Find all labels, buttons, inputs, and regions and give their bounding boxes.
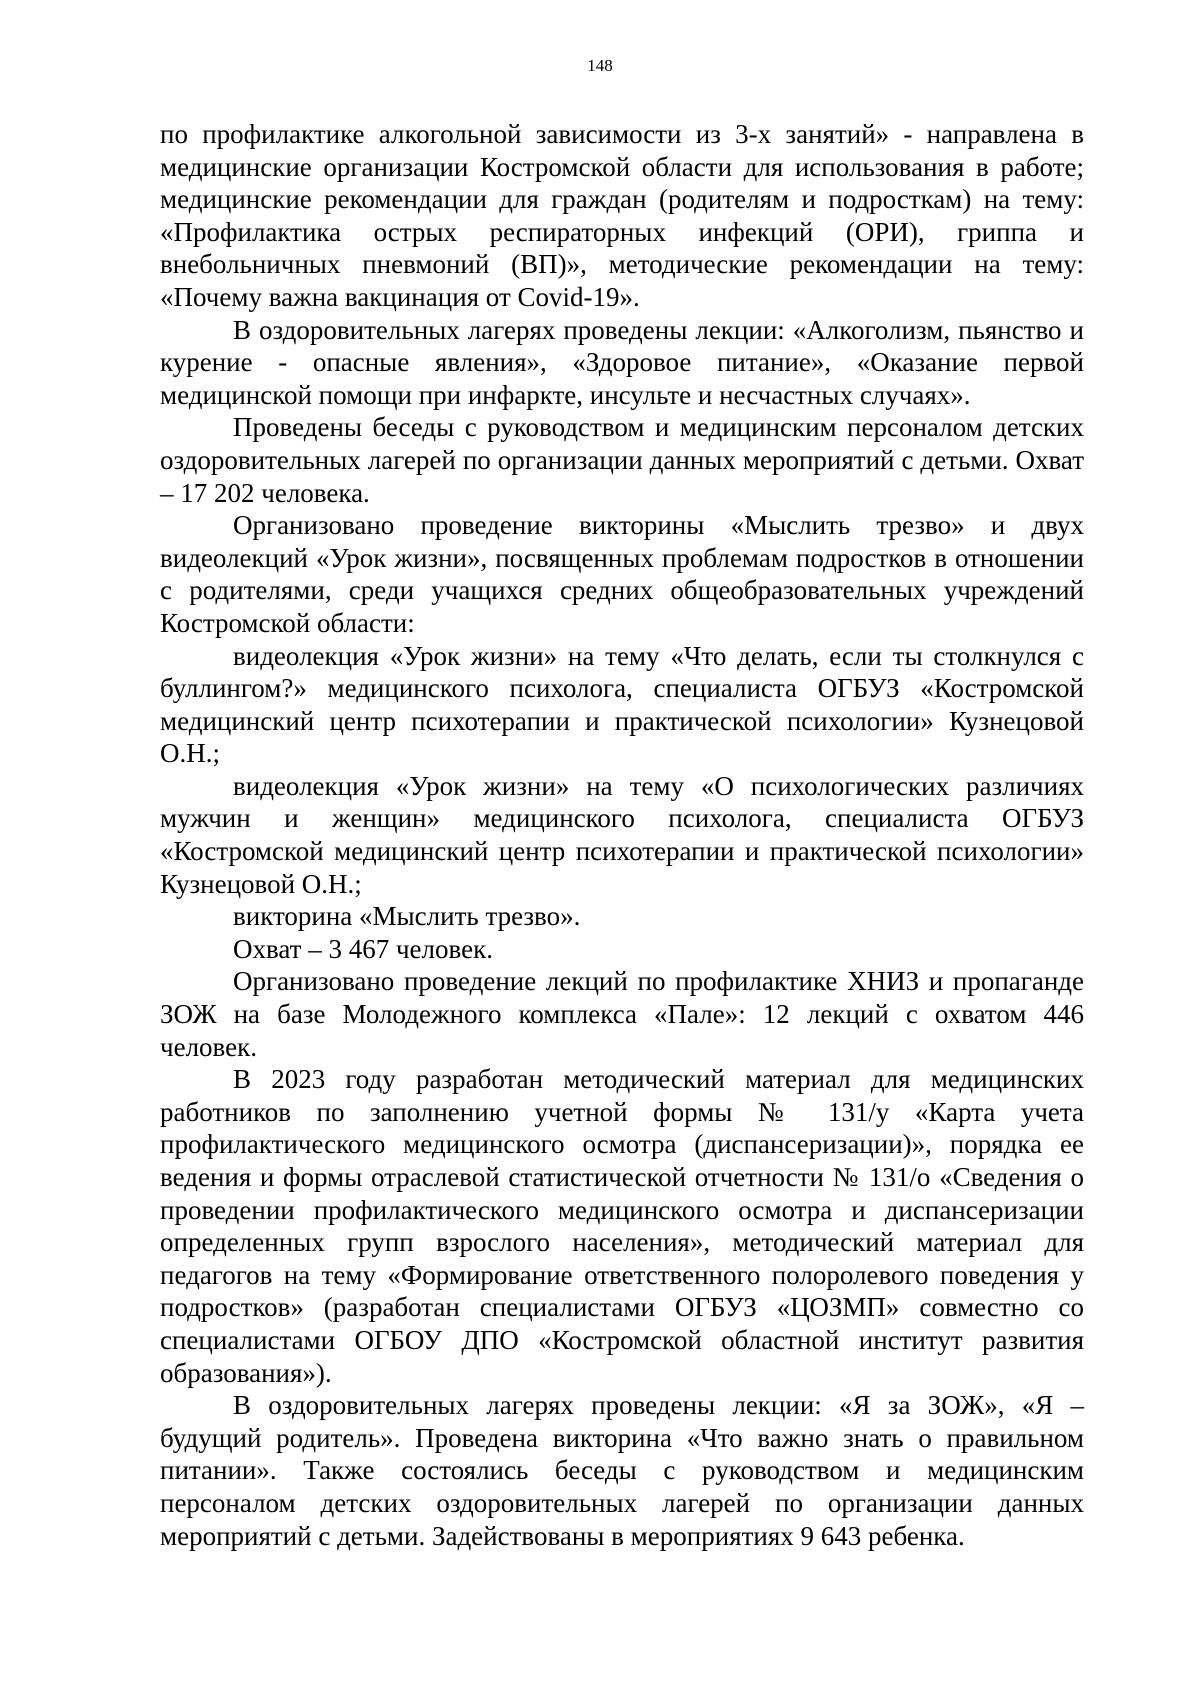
paragraph-youth-complex: Организовано проведение лекций по профилактике ХНИЗ и пропаганде ЗОЖ на базе Молодежного комплекса «Пале»: 12 лекций с охватом 446 человек. <box>160 966 1084 1062</box>
paragraph-camp-zozh: В оздоровительных лагерях проведены лекции: «Я за ЗОЖ», «Я – будущий родитель». Проведена викторина «Что важно знать о правильном питании». Также состоялись беседы с руководством и медицинским персоналом детских оздоровительных лагерей по организации данных мероприятий с детьми. Задействованы в мероприятиях 9 643 ребенка. <box>160 1390 1084 1551</box>
paragraph-camp-talks: Проведены беседы с руководством и медицинским персоналом детских оздоровительных лагерей по организации данных мероприятий с детьми. Охват – 17 202 человека. <box>160 412 1084 508</box>
document-body <box>160 118 1084 1552</box>
paragraph-methodical-material: В 2023 году разработан методический материал для медицинских работников по заполнению учетной формы № 131/у «Карта учета профилактического медицинского осмотра (диспансеризации)», порядка ее ведения и формы отраслевой статистической отчетности № 131/о «Сведения о проведении профилактического медицинского осмотра и диспансеризации определенных групп взрослого населения», методический материал для педагогов на тему «Формирование ответственного полоролевого поведения у подростков» (разработан специалистами ОГБУЗ «ЦОЗМП» совместно со специалистами ОГБОУ ДПО «Костромской областной институт развития образования»). <box>160 1064 1084 1388</box>
paragraph-videolecture-bullying: видеолекция «Урок жизни» на тему «Что делать, если ты столкнулся с буллингом?» медицинского психолога, специалиста ОГБУЗ «Костромской медицинский центр психотерапии и практической психологии» Кузнецовой О.Н.; <box>160 640 1084 769</box>
page-number: 148 <box>587 56 613 75</box>
paragraph-videolecture-differences: видеолекция «Урок жизни» на тему «О психологических различиях мужчин и женщин» медицинского психолога, специалиста ОГБУЗ «Костромской медицинский центр психотерапии и практической психологии» Кузнецовой О.Н.; <box>160 770 1084 899</box>
paragraph-quiz-videolectures: Организовано проведение викторины «Мыслить трезво» и двух видеолекций «Урок жизни», посвященных проблемам подростков в отношении с родителями, среди учащихся средних общеобразовательных учреждений Костромской области: <box>160 510 1084 638</box>
paragraph-continuation: по профилактике алкогольной зависимости из 3-х занятий» - направлена в медицинские организации Костромской области для использования в работе; медицинские рекомендации для граждан (родителям и подросткам) на тему: «Профилактика острых респираторных инфекций (ОРИ), гриппа и внебольничных пневмоний (ВП)», методические рекомендации на тему: «Почему важна вакцинация от Covid-19». <box>160 119 1084 312</box>
paragraph-quiz: викторина «Мыслить трезво». <box>233 901 581 932</box>
paragraph-coverage: Охват – 3 467 человек. <box>233 933 493 964</box>
paragraph-camp-lectures: В оздоровительных лагерях проведены лекции: «Алкоголизм, пьянство и курение - опасные явления», «Здоровое питание», «Оказание первой медицинской помощи при инфаркте, инсульте и несчастных случаях». <box>160 314 1084 410</box>
